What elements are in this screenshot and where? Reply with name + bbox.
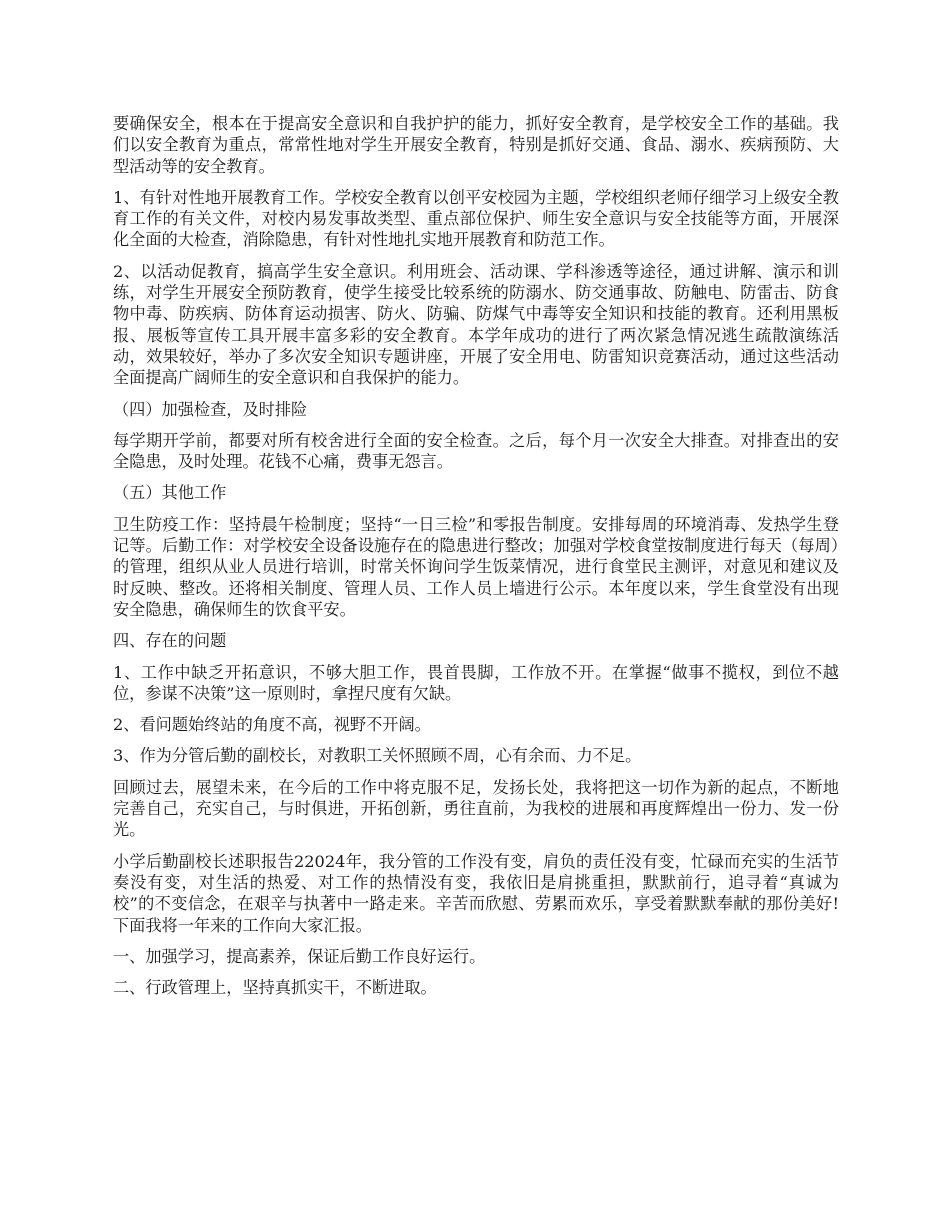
document-page [113, 113, 839, 1008]
heading-strengthen-learning: 一、加强学习，提高素养，保证后勤工作良好运行。 [113, 946, 486, 966]
paragraph-report-2-intro: 小学后勤副校长述职报告22024年，我分管的工作没有变，肩负的责任没有变，忙碌而充实的生活节奏没有变，对生活的热爱、对工作的热情没有变，我依旧是肩挑重担，默默前行，追寻着“真诚为校”的不变信念，在艰辛与执著中一路走来。辛苦而欣慰、劳累而欢乐，享受着默默奉献的那份美好!下面我将一年来的工作向大家汇报。 [113, 851, 839, 935]
paragraph-problem-3: 3、作为分管后勤的副校长，对教职工关怀照顾不周，心有余而、力不足。 [113, 746, 642, 766]
paragraph-safety-education-intro: 要确保安全，根本在于提高安全意识和自我护护的能力，抓好安全教育，是学校安全工作的基础。我们以安全教育为重点，常常性地对学生开展安全教育，特别是抓好交通、食品、溺水、疾病预防、大型活动等的安全教育。 [113, 114, 839, 176]
paragraph-other-work: 卫生防疫工作：坚持晨午检制度；坚持“一日三检”和零报告制度。安排每周的环境消毒、发热学生登记等。后勤工作：对学校安全设备设施存在的隐患进行整改；加强对学校食堂按制度进行每天（每周）的管理，组织从业人员进行培训，时常关怀询问学生饭菜情况，进行食堂民主测评，对意见和建议及时反映、整改。还将相关制度、管理人员、工作人员上墙进行公示。本年度以来，学生食堂没有出现安全隐患，确保师生的饮食平安。 [113, 514, 839, 619]
paragraph-problem-1: 1、工作中缺乏开拓意识，不够大胆工作，畏首畏脚，工作放不开。在掌握“做事不揽权，到位不越位，参谋不决策”这一原则时，拿捏尺度有欠缺。 [113, 662, 839, 703]
heading-other-work: （五）其他工作 [113, 483, 227, 503]
paragraph-problem-2: 2、看问题始终站的角度不高，视野不开阔。 [113, 715, 431, 735]
heading-inspection: （四）加强检查，及时排险 [113, 399, 308, 419]
heading-existing-problems: 四、存在的问题 [113, 631, 227, 651]
paragraph-inspection: 每学期开学前，都要对所有校舍进行全面的安全检查。之后，每个月一次安全大排查。对排查出的安全隐患，及时处理。花钱不心痛，费事无怨言。 [113, 430, 839, 472]
paragraph-activity-education: 2、以活动促教育，搞高学生安全意识。利用班会、活动课、学科渗透等途径，通过讲解、演示和训练，对学生开展安全预防教育，使学生接受比较系统的防溺水、防交通事故、防触电、防雷击、防食物中毒、防疾病、防体育运动损害、防火、防骗、防煤气中毒等安全知识和技能的教育。还利用黑板报、展板等宣传工具开展丰富多彩的安全教育。本学年成功的进行了两次紧急情况逃生疏散演练活动，效果较好，举办了多次安全知识专题讲座，开展了安全用电、防雷知识竞赛活动，通过这些活动全面提高广阔师生的安全意识和自我保护的能力。 [113, 261, 839, 388]
heading-administration: 二、行政管理上，坚持真抓实干，不断进取。 [113, 978, 437, 998]
paragraph-outlook: 回顾过去，展望未来，在今后的工作中将克服不足，发扬长处，我将把这一切作为新的起点，不断地完善自己，充实自己，与时俱进，开拓创新，勇往直前，为我校的进展和再度辉煌出一份力、发一份光。 [113, 777, 839, 840]
paragraph-targeted-education: 1、有针对性地开展教育工作。学校安全教育以创平安校园为主题，学校组织老师仔细学习上级安全教育工作的有关文件，对校内易发事故类型、重点部位保护、师生安全意识与安全技能等方面，开展深化全面的大检查，消除隐患，有针对性地扎实地开展教育和防范工作。 [113, 187, 839, 250]
